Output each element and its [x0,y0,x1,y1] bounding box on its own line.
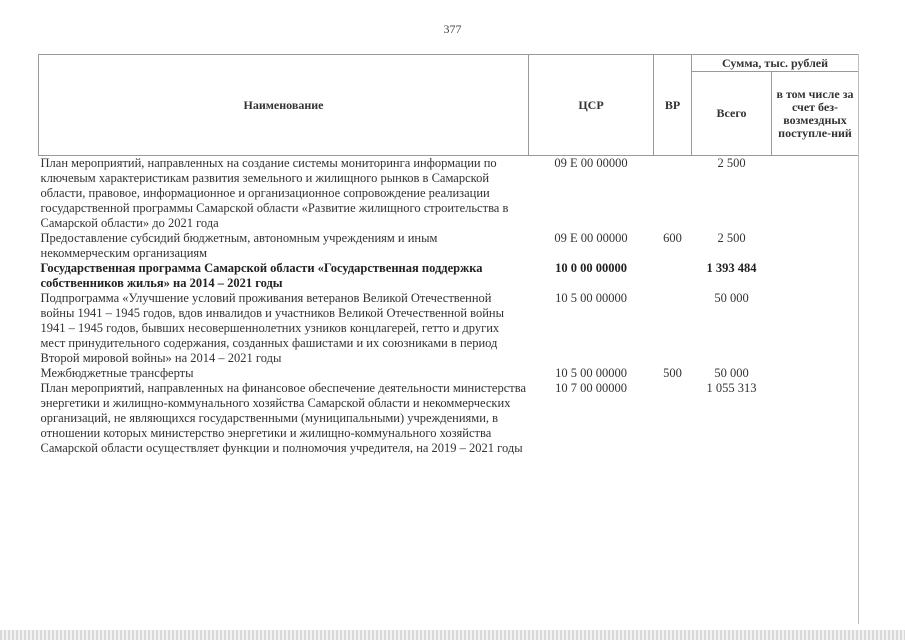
row-gratuitous-cell [772,291,859,366]
table-body [39,156,859,457]
table-row [39,366,859,381]
row-vr-cell: 500 [663,366,682,380]
table-row [39,381,859,456]
row-name-cell: Межбюджетные трансферты [40,366,194,380]
row-name-cell: План мероприятий, направленных на создание системы мониторинга информации по ключевым характеристикам развития земельного и жилищного рынков в Самарской области, правовое, информационное и организационное сопровождение реализации государственной программы Самарской области «Развитие жилищного строительства в Самарской области» до 2021 года [40,156,509,230]
header-name: Наименование [39,55,529,156]
table-row [39,261,859,291]
row-total-cell: 1 055 313 [706,381,757,395]
row-name-cell: План мероприятий, направленных на финансовое обеспечение деятельности министерства энергетики и жилищно-коммунального хозяйства Самарской области и некоммерческих организаций, не являющихся государственными (муниципальными) учреждениями, в отношении которых министерство энергетики и жилищно-коммунального хозяйства Самарской области осуществляет функции и полномочия учредителя, на 2019 – 2021 годы [40,381,526,455]
row-total-cell: 2 500 [717,231,746,245]
row-total-cell: 50 000 [714,366,749,380]
header-total: Всего [692,72,772,156]
row-name-cell: Подпрограмма «Улучшение условий проживания ветеранов Великой Отечественной войны 1941 – 1945 годов, вдов инвалидов и участников Великой Отечественной войны 1941 – 1945 годов, бывших несовершеннолетних узников концлагерей, гетто и других мест принудительного содержания, созданных фашистами и их союзниками в период Второй мировой войны» на 2014 – 2021 годы [40,291,504,365]
row-total-cell: 2 500 [717,156,746,170]
row-gratuitous-cell [772,156,859,232]
table-row [39,231,859,261]
row-vr-cell: 600 [663,231,682,245]
row-gratuitous-cell [772,261,859,291]
right-border-line [858,54,859,624]
row-vr-cell [654,261,692,291]
row-name-cell: Предоставление субсидий бюджетным, автономным учреждениям и иным некоммерческим организациям [40,231,438,260]
row-csr-cell: 10 5 00 00000 [555,291,627,305]
header-vr: ВР [654,55,692,156]
row-csr-cell: 10 7 00 00000 [555,381,627,395]
page-number: 377 [443,22,462,36]
header-csr: ЦСР [529,55,654,156]
table-header [39,55,859,156]
row-total-cell: 50 000 [714,291,749,305]
row-csr-cell: 09 Е 00 00000 [554,156,628,170]
table-row [39,291,859,366]
row-vr-cell [654,291,692,366]
header-gratuitous: в том числе за счет без-возмездных поступле-ний [772,72,859,156]
row-name-cell: Государственная программа Самарской области «Государственная поддержка собственников жилья» на 2014 – 2021 годы [40,261,483,290]
row-total-cell: 1 393 484 [706,261,757,275]
row-gratuitous-cell [772,381,859,456]
scan-edge [0,630,905,640]
row-vr-cell [654,381,692,456]
row-vr-cell [654,156,692,232]
header-sum-group: Сумма, тыс. рублей [692,55,859,72]
row-gratuitous-cell [772,231,859,261]
row-csr-cell: 09 Е 00 00000 [554,231,628,245]
row-csr-cell: 10 0 00 00000 [555,261,627,275]
table-row [39,156,859,232]
row-csr-cell: 10 5 00 00000 [555,366,627,380]
budget-table [38,54,859,456]
row-gratuitous-cell [772,366,859,381]
